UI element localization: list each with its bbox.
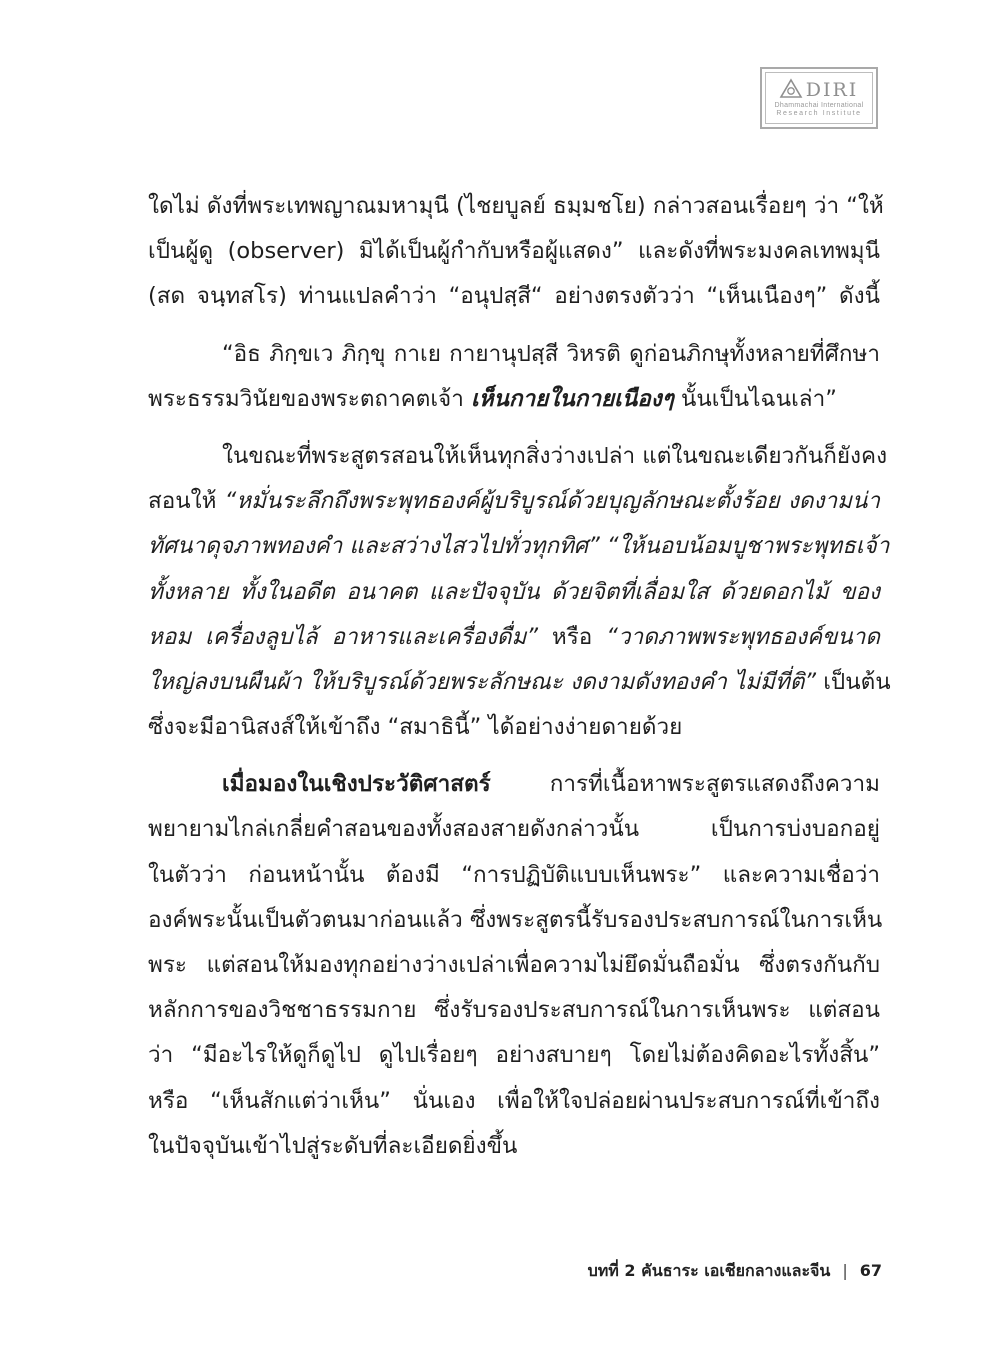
paragraph-4-line-3: ในตัวว่า ก่อนหน้านั้น ต้องมี “การปฏิบัติแบบเห็นพระ” และความเชื่อว่า: [148, 861, 880, 888]
page-number: 67: [859, 1261, 882, 1280]
paragraph-3-line-5-italic-a: หอม เครื่องลูบไล้ อาหารและเครื่องดื่ม”: [148, 623, 538, 650]
diri-logo: [760, 67, 878, 129]
quote-line-2-end: นั้นเป็นไฉนเล่า”: [673, 385, 837, 412]
chapter-title: บทที่ 2 คันธาระ เอเชียกลางและจีน: [587, 1261, 831, 1280]
page-body: [148, 184, 891, 1169]
paragraph-4: [148, 762, 883, 1169]
dhammachai-emblem-icon: [780, 79, 802, 102]
paragraph-3-line-5-italic-b: “วาดภาพพระพุทธองค์ขนาด: [606, 623, 881, 650]
paragraph-4-line-4: องค์พระนั้นเป็นตัวตนมาก่อนแล้ว ซึ่งพระสูตรนี้รับรองประสบการณ์ในการเห็น: [148, 906, 883, 933]
footer-separator: |: [842, 1261, 848, 1280]
paragraph-3-line-6-italic: ใหญ่ลงบนผืนผ้า ให้บริบูรณ์ด้วยพระลักษณะ งดงามดังทองคำ ไม่มีที่ติ”: [148, 668, 817, 695]
paragraph-3-line-2: [148, 479, 880, 524]
paragraph-1-line-1: ใดไม่ ดังที่พระเทพญาณมหามุนี (ไชยบูลย์ ธมฺมชโย) กล่าวสอนเรื่อยๆ ว่า “ให้: [148, 193, 884, 219]
paragraph-4-line-6: หลักการของวิชชาธรรมกาย ซึ่งรับรองประสบการณ์ในการเห็นพระ แต่สอน: [148, 997, 880, 1024]
paragraph-4-heading: เมื่อมองในเชิงประวัติศาสตร์: [222, 771, 491, 798]
paragraph-3-line-5: [148, 615, 880, 660]
paragraph-3-line-1: ในขณะที่พระสูตรสอนให้เห็นทุกสิ่งว่างเปล่า แต่ในขณะเดียวกันก็ยังคง: [222, 442, 888, 469]
paragraph-4-line-9: ในปัจจุบันเข้าไปสู่ระดับที่ละเอียดยิ่งขึ้น: [148, 1132, 518, 1159]
paragraph-3-line-3: ทัศนาดุจภาพทองคำ และสว่างไสวไปทั่วทุกทิศ” “ให้นอบน้อมบูชาพระพุทธเจ้า: [148, 533, 890, 560]
paragraph-1-line-3: (สด จนฺทสโร) ท่านแปลคำว่า “อนุปสฺสี“ อย่างตรงตัวว่า “เห็นเนืองๆ” ดังนี้: [148, 283, 880, 310]
paragraph-3-line-2-lead: สอนให้: [148, 488, 225, 515]
paragraph-3-line-2-italic: “หมั่นระลึกถึงพระพุทธองค์ผู้บริบูรณ์ด้วยบุญลักษณะตั้งร้อย งดงามน่า: [224, 488, 880, 515]
paragraph-3-line-5-or: หรือ: [537, 623, 607, 650]
logo-subtitle-1: Dhammachai International: [774, 101, 864, 109]
emphasis-see-body-in-body: เห็นกายในกายเนืองๆ: [471, 385, 674, 412]
logo-frame: [765, 72, 873, 124]
paragraph-3-line-6: [148, 660, 891, 705]
paragraph-3-line-6-end: เป็นต้น: [816, 668, 891, 695]
page-footer: [588, 1259, 882, 1284]
quote-line-2: [148, 377, 880, 422]
paragraph-4-line-8: หรือ “เห็นสักแต่ว่าเห็น” นั่นเอง เพื่อให้ใจปล่อยผ่านประสบการณ์ที่เข้าถึง: [148, 1087, 880, 1114]
paragraph-3-line-4: ทั้งหลาย ทั้งในอดีต อนาคต และปัจจุบัน ด้วยจิตที่เลื่อมใส ด้วยดอกไม้ ของ: [148, 578, 880, 605]
quote-paragraph: [148, 332, 880, 422]
paragraph-4-line-2: พยายามไกล่เกลี่ยคำสอนของทั้งสองสายดังกล่าวนั้น เป็นการบ่งบอกอยู่: [148, 816, 880, 843]
paragraph-3-line-7: ซึ่งจะมีอานิสงส์ให้เข้าถึง “สมาธินี้” ได้อย่างง่ายดายด้วย: [148, 714, 683, 741]
logo-name: DIRI: [805, 79, 859, 101]
logo-subtitle-2: Research Institute: [776, 109, 862, 117]
paragraph-4-line-5: พระ แต่สอนให้มองทุกอย่างว่างเปล่าเพื่อความไม่ยึดมั่นถือมั่น ซึ่งตรงกันกับ: [148, 952, 880, 978]
paragraph-4-line-1: [148, 762, 880, 807]
quote-line-2-text: พระธรรมวินัยของพระตถาคตเจ้า: [148, 385, 472, 412]
paragraph-4-line-7: ว่า “มีอะไรให้ดูก็ดูไป ดูไปเรื่อยๆ อย่างสบายๆ โดยไม่ต้องคิดอะไรทั้งสิ้น”: [148, 1042, 880, 1069]
paragraph-3: [148, 434, 891, 750]
paragraph-1-line-2: เป็นผู้ดู (observer) มิได้เป็นผู้กำกับหรือผู้แสดง” และดังที่พระมงคลเทพมุนี: [148, 238, 880, 265]
paragraph-1: [148, 184, 884, 320]
paragraph-4-line-1-text: การที่เนื้อหาพระสูตรแสดงถึงความ: [490, 771, 880, 798]
quote-line-1: “อิธ ภิกฺขเว ภิกฺขุ กาเย กายานุปสฺสี วิหรติ ดูก่อนภิกษุทั้งหลายที่ศึกษา: [222, 340, 880, 367]
